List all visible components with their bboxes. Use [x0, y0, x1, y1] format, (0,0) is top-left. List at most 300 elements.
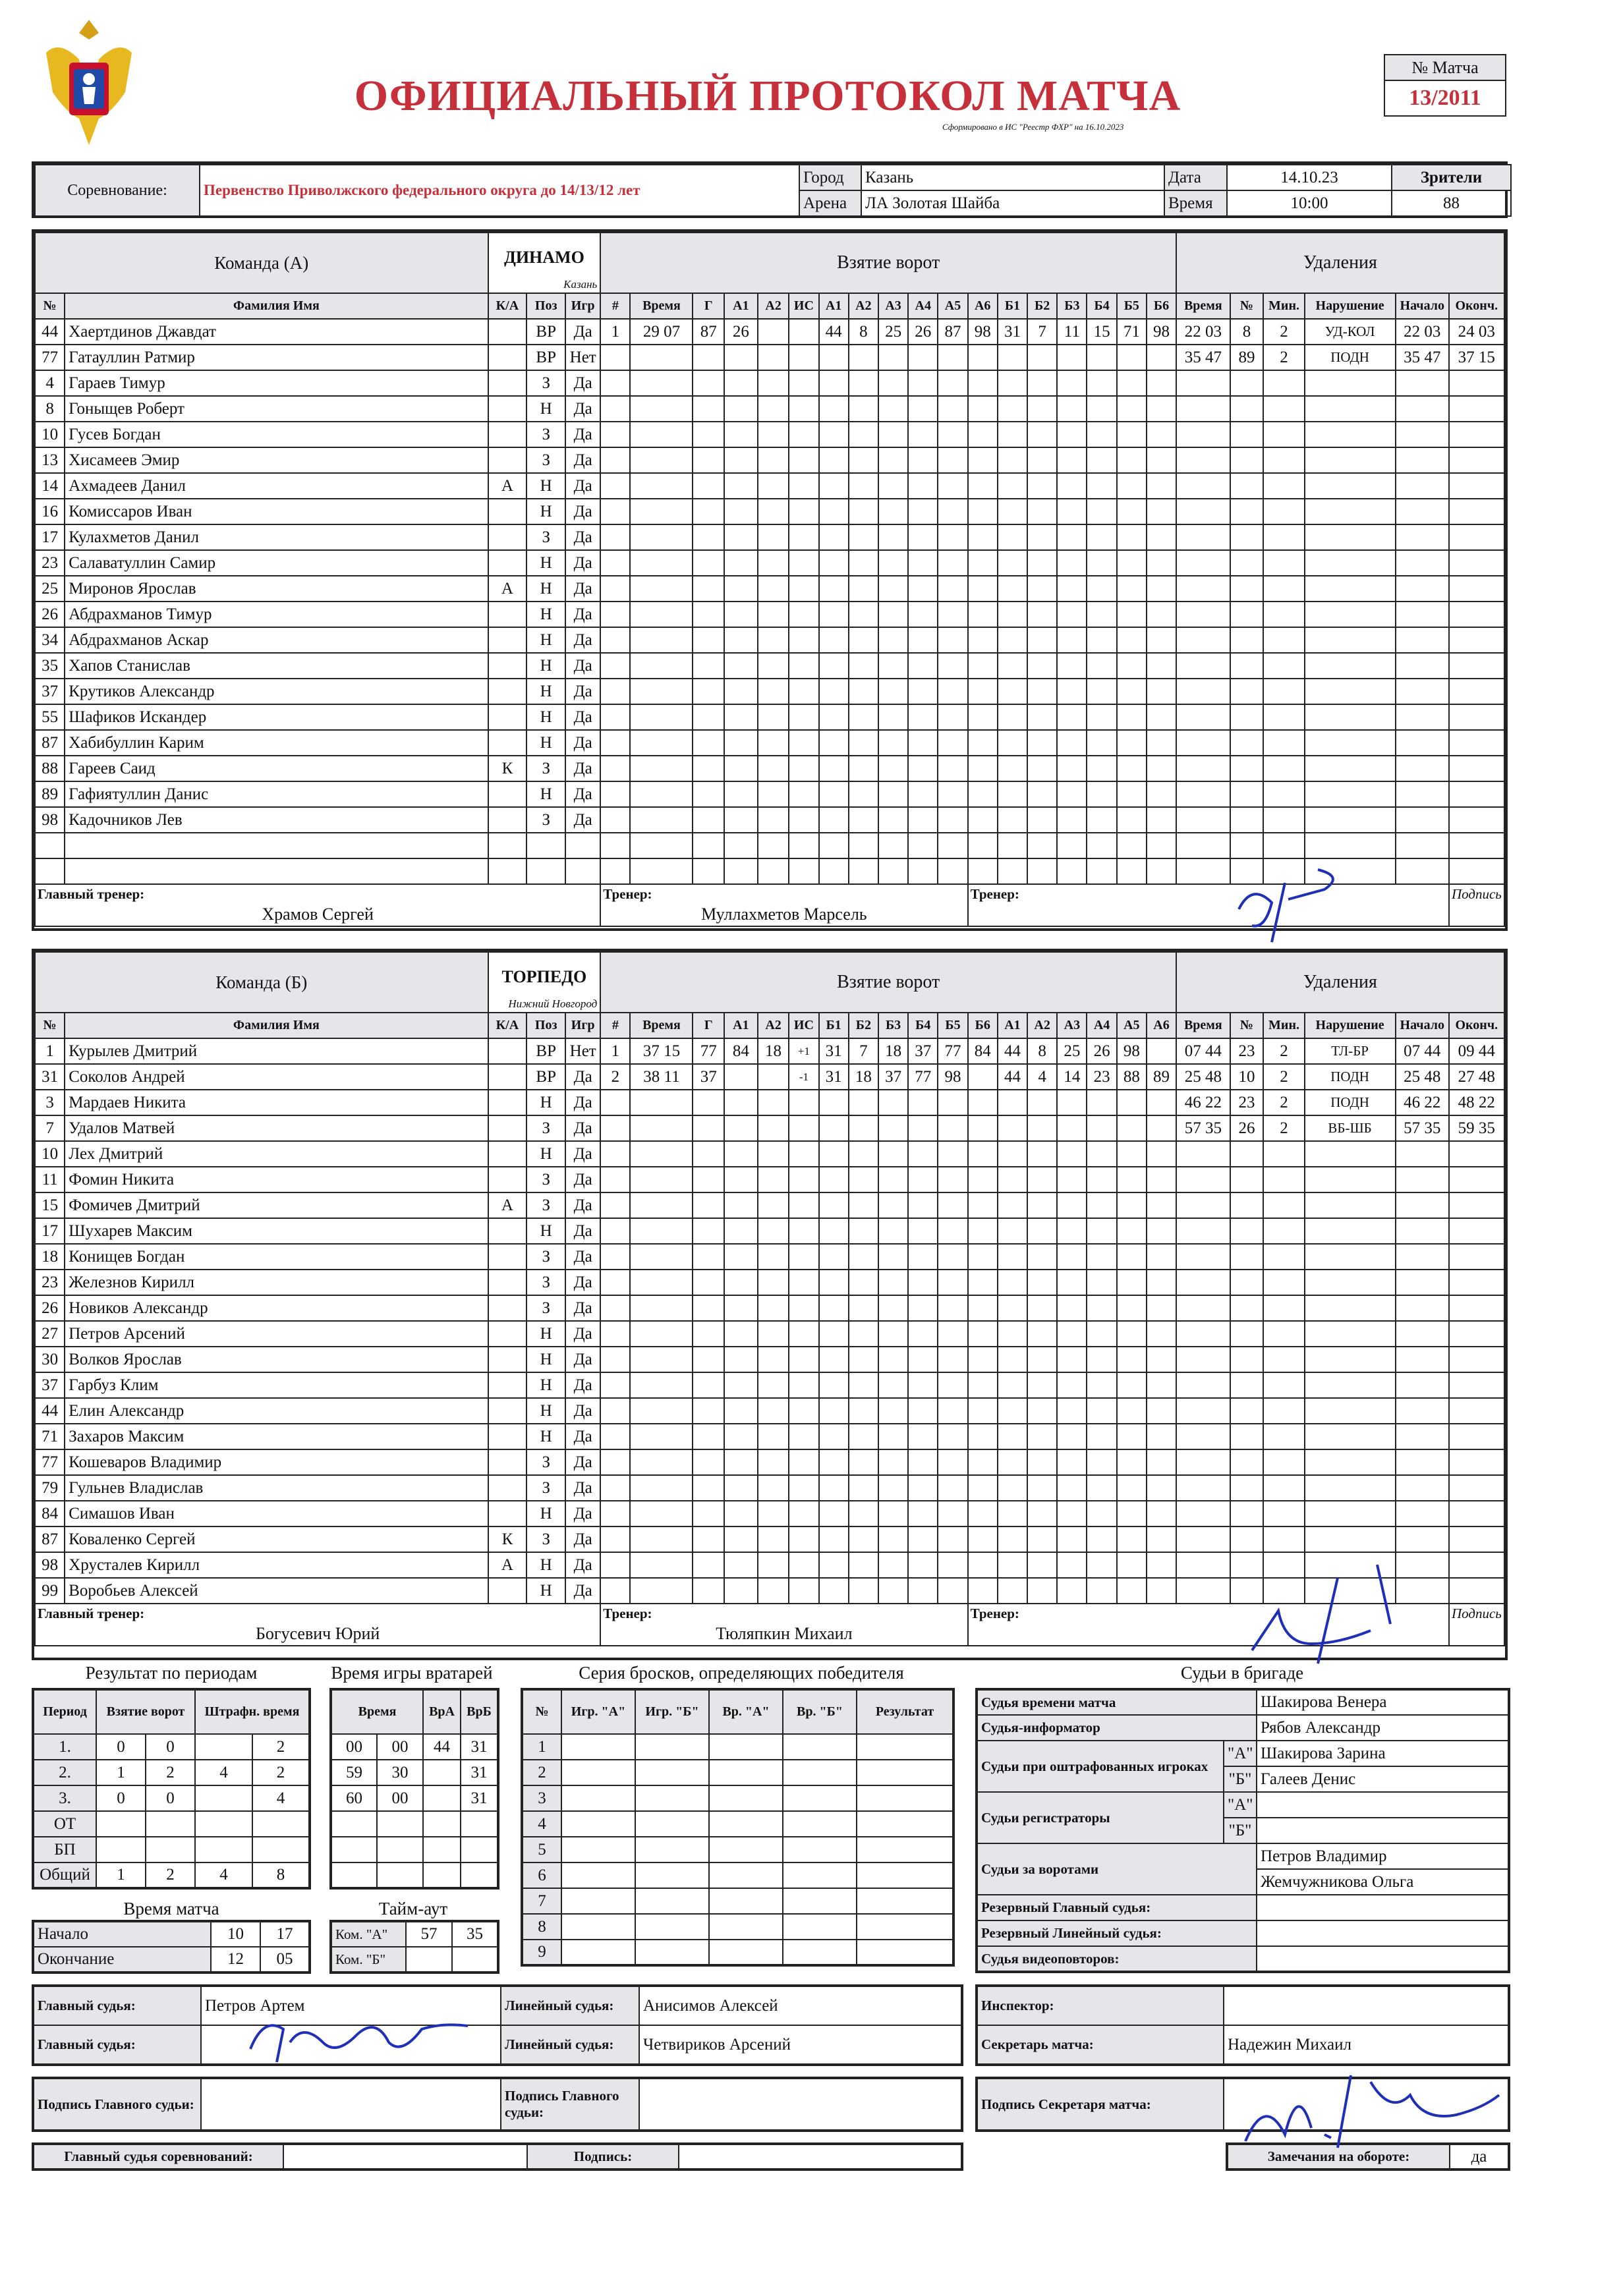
goal-line-b — [1027, 1167, 1057, 1192]
goal-line-b: 23 — [1087, 1064, 1116, 1090]
goal-line-b — [998, 602, 1027, 627]
goal-line-b — [1027, 422, 1057, 447]
goal-line-a — [938, 550, 967, 576]
penalty-no — [1230, 1449, 1264, 1475]
goal-line-b — [1147, 756, 1176, 781]
player-row — [35, 1398, 1504, 1424]
player-position: З — [526, 1475, 565, 1501]
penalty-violation — [1305, 1270, 1396, 1295]
goal-line-b — [1087, 1398, 1116, 1424]
goal-line-a — [908, 781, 938, 807]
penalty-start: 22 03 — [1396, 319, 1449, 345]
goal-line-b — [1057, 499, 1087, 524]
team_b-table — [34, 951, 1505, 1646]
player-captain-mark — [488, 396, 527, 422]
goal-n — [600, 345, 630, 370]
player-name: Гатауллин Ратмир — [65, 345, 488, 370]
goal-line-a — [878, 1347, 908, 1372]
goal-a2 — [758, 447, 789, 473]
player-played: Да — [565, 499, 600, 524]
player-played: Да — [565, 1244, 600, 1270]
penalty-start: 25 48 — [1396, 1064, 1449, 1090]
sig-head2 — [639, 2078, 962, 2131]
penalty-violation — [1305, 704, 1396, 730]
goal-n — [600, 627, 630, 653]
player-row — [35, 1064, 1504, 1090]
team_b-signature-cell — [1449, 1604, 1504, 1646]
goal-time — [630, 1141, 693, 1167]
goal-line-b — [1087, 781, 1116, 807]
goal-a1 — [724, 679, 758, 704]
goal-line-a — [908, 524, 938, 550]
shootout-cell — [783, 1785, 857, 1811]
player-captain-mark: А — [488, 576, 527, 602]
player-name: Захаров Максим — [65, 1424, 488, 1449]
goal-g — [693, 858, 724, 884]
goal-line-b: 88 — [1117, 1064, 1147, 1090]
goal-line-a — [878, 730, 908, 756]
player-row — [35, 1347, 1504, 1372]
goal-line-b — [1087, 858, 1116, 884]
goalie-b: 31 — [461, 1734, 498, 1760]
player-position: Н — [526, 1578, 565, 1604]
penalty-min: 2 — [1263, 1090, 1304, 1115]
player-position: З — [526, 1244, 565, 1270]
goal-n — [600, 1192, 630, 1218]
goal-is — [789, 1347, 818, 1372]
goal-line-a — [938, 1321, 967, 1347]
goal-n — [600, 1270, 630, 1295]
penalty-start — [1396, 704, 1449, 730]
player-captain-mark — [488, 1038, 527, 1064]
penalty-violation — [1305, 447, 1396, 473]
player-played: Да — [565, 1398, 600, 1424]
team_a-line-b-col: Б5 — [1117, 293, 1147, 319]
player-played: Да — [565, 1090, 600, 1115]
penalty-time — [1176, 1141, 1230, 1167]
player-captain-mark — [488, 1270, 527, 1295]
goal-line-b — [1027, 447, 1057, 473]
penalty-time: 22 03 — [1176, 319, 1230, 345]
goal-line-b — [1057, 627, 1087, 653]
goal-line-b — [1117, 1372, 1147, 1398]
goal-line-b — [1057, 473, 1087, 499]
team_a-col-pos: Поз — [526, 293, 565, 319]
goal-a1 — [724, 1475, 758, 1501]
goal-a1 — [724, 370, 758, 396]
goal-line-a — [819, 1347, 849, 1372]
goal-a1 — [724, 422, 758, 447]
ref-goal-2: Жемчужникова Ольга — [1257, 1869, 1509, 1895]
goal-is — [789, 781, 818, 807]
goal-g — [693, 447, 724, 473]
goal-n — [600, 1424, 630, 1449]
penalty-violation — [1305, 1526, 1396, 1552]
player-row — [35, 345, 1504, 370]
goal-line-b — [1087, 627, 1116, 653]
player-position: Н — [526, 1141, 565, 1167]
goal-line-a — [819, 1090, 849, 1115]
player-captain-mark — [488, 1141, 527, 1167]
shootout-cell — [709, 1837, 783, 1862]
goal-line-b — [1147, 1167, 1176, 1192]
penalty-end — [1449, 1218, 1504, 1244]
shootout-row — [522, 1760, 953, 1785]
goal-line-a — [849, 1347, 878, 1372]
goal-line-a — [938, 576, 967, 602]
penalty-time — [1176, 1321, 1230, 1347]
penalty-violation: ПОДН — [1305, 1064, 1396, 1090]
team_a-col-no: № — [35, 293, 65, 319]
goal-line-b — [1147, 550, 1176, 576]
goal-line-b — [1027, 1424, 1057, 1449]
goal-line-b — [1087, 1141, 1116, 1167]
player-row — [35, 550, 1504, 576]
goal-line-b — [1147, 447, 1176, 473]
goal-n — [600, 1526, 630, 1552]
goal-a1 — [724, 1526, 758, 1552]
goal-line-b — [1057, 704, 1087, 730]
player-name: Салаватуллин Самир — [65, 550, 488, 576]
city-value: Казань — [861, 165, 1164, 190]
penalty-violation: УД-КОЛ — [1305, 319, 1396, 345]
goal-a2 — [758, 524, 789, 550]
goal-line-b — [1087, 1424, 1116, 1449]
player-name: Гараев Тимур — [65, 370, 488, 396]
goal-time — [630, 1372, 693, 1398]
penalty-start — [1396, 524, 1449, 550]
goal-a1 — [724, 576, 758, 602]
goal-line-b — [1027, 653, 1057, 679]
goal-g — [693, 370, 724, 396]
goal-is — [789, 627, 818, 653]
timeout-b-s — [452, 1947, 498, 1973]
goal-line-b — [1057, 1141, 1087, 1167]
goal-line-b — [1087, 396, 1116, 422]
goal-a2 — [758, 1167, 789, 1192]
goal-line-b — [1057, 1295, 1087, 1321]
goal-line-a — [878, 396, 908, 422]
goal-a2 — [758, 550, 789, 576]
goal-line-a — [968, 1398, 998, 1424]
penalty-violation — [1305, 1475, 1396, 1501]
goal-line-a — [819, 550, 849, 576]
shootout-number: 3 — [522, 1785, 561, 1811]
match-start-h: 10 — [211, 1921, 260, 1947]
shootout-cell — [709, 1888, 783, 1914]
team_a-line-b-col: Б2 — [1027, 293, 1057, 319]
date-label: Дата — [1164, 165, 1227, 190]
goal-line-a — [849, 1218, 878, 1244]
goalie-b — [461, 1811, 498, 1837]
goal-line-b — [1027, 807, 1057, 833]
goal-line-a — [938, 653, 967, 679]
goal-is — [789, 1398, 818, 1424]
goal-line-b — [998, 1347, 1027, 1372]
penalty-end — [1449, 550, 1504, 576]
secretary-label: Секретарь матча: — [977, 2025, 1224, 2065]
goal-n — [600, 1244, 630, 1270]
player-played: Да — [565, 1347, 600, 1372]
inspector-label: Инспектор: — [977, 1986, 1224, 2025]
penalty-start: 46 22 — [1396, 1090, 1449, 1115]
goal-line-b — [1087, 576, 1116, 602]
penalty-end: 37 15 — [1449, 345, 1504, 370]
penalty-min — [1263, 1372, 1304, 1398]
penalty-violation — [1305, 524, 1396, 550]
goal-is — [789, 422, 818, 447]
goal-n: 2 — [600, 1064, 630, 1090]
goal-line-b — [1087, 1347, 1116, 1372]
goal-line-a — [968, 1064, 998, 1090]
goal-time — [630, 627, 693, 653]
penalty-min — [1263, 447, 1304, 473]
goal-line-b — [1027, 524, 1057, 550]
goal-a1 — [724, 653, 758, 679]
player-captain-mark — [488, 1115, 527, 1141]
goal-line-a — [908, 1167, 938, 1192]
shootout-number: 6 — [522, 1862, 561, 1888]
team_b-line-b-col: А2 — [1027, 1013, 1057, 1038]
goal-line-b — [998, 1167, 1027, 1192]
penalty-end — [1449, 1167, 1504, 1192]
goal-line-b — [1057, 1449, 1087, 1475]
goal-line-b — [1117, 1501, 1147, 1526]
goal-n — [600, 1501, 630, 1526]
goal-time — [630, 1321, 693, 1347]
team_b-line-b-col: А3 — [1057, 1013, 1087, 1038]
ref-reg-b-tag: "Б" — [1224, 1818, 1257, 1843]
goal-line-a — [878, 833, 908, 858]
goal-line-a — [819, 370, 849, 396]
goal-g — [693, 1192, 724, 1218]
penalty-time — [1176, 1526, 1230, 1552]
goal-line-a — [878, 1244, 908, 1270]
team_a-goal-col: Время — [630, 293, 693, 319]
goal-line-b — [1087, 1475, 1116, 1501]
goal-line-b — [1027, 1526, 1057, 1552]
team_b-pen-col: Нарушение — [1305, 1013, 1396, 1038]
player-name: Петров Арсений — [65, 1321, 488, 1347]
goal-n — [600, 1167, 630, 1192]
penalty-end: 09 44 — [1449, 1038, 1504, 1064]
goal-time — [630, 1501, 693, 1526]
player-captain-mark — [488, 1218, 527, 1244]
goal-line-b — [1087, 1218, 1116, 1244]
player-name: Хаертдинов Джавдат — [65, 319, 488, 345]
penalty-min — [1263, 422, 1304, 447]
line-ref2-label: Линейный судья: — [501, 2025, 639, 2065]
player-number: 25 — [35, 576, 65, 602]
team_a-coach: Муллахметов Марсель — [701, 905, 867, 924]
goal-a1 — [724, 1244, 758, 1270]
penalty-time — [1176, 730, 1230, 756]
goal-g — [693, 524, 724, 550]
goal-line-a — [968, 781, 998, 807]
goal-line-b — [1147, 422, 1176, 447]
goal-line-a — [908, 1244, 938, 1270]
goal-g: 77 — [693, 1038, 724, 1064]
team_b-line-a-col: Б1 — [819, 1013, 849, 1038]
team_b-goal-col: ИС — [789, 1013, 818, 1038]
goal-line-b — [1147, 807, 1176, 833]
player-name: Хапов Станислав — [65, 653, 488, 679]
goal-line-a — [849, 1552, 878, 1578]
player-position: Н — [526, 1372, 565, 1398]
ref-reg-label: Судьи регистраторы — [977, 1792, 1224, 1843]
goal-line-b: 7 — [1027, 319, 1057, 345]
goal-line-b — [1027, 1347, 1057, 1372]
goal-a2: 18 — [758, 1038, 789, 1064]
team_a-city: Казань — [563, 278, 598, 291]
goal-line-a — [878, 1090, 908, 1115]
player-position: Н — [526, 653, 565, 679]
team_b-line-b-col: А4 — [1087, 1013, 1116, 1038]
goal-a2 — [758, 345, 789, 370]
goal-line-a — [968, 1321, 998, 1347]
period-name: ОТ — [33, 1811, 96, 1837]
match-end-m: 05 — [260, 1947, 310, 1973]
goal-g — [693, 473, 724, 499]
goal-line-b — [1117, 1295, 1147, 1321]
player-played: Да — [565, 807, 600, 833]
goal-line-b — [998, 1475, 1027, 1501]
team_b-name-cell — [488, 952, 601, 1013]
time-label: Время — [1164, 190, 1227, 216]
player-played: Да — [565, 730, 600, 756]
goal-time — [630, 704, 693, 730]
goal-line-b — [1117, 473, 1147, 499]
goalie-m: 60 — [331, 1785, 377, 1811]
goal-line-a — [908, 807, 938, 833]
goal-line-a — [849, 370, 878, 396]
penalty-time — [1176, 1424, 1230, 1449]
goal-line-b — [1057, 370, 1087, 396]
goal-line-b — [1057, 1218, 1087, 1244]
period-pb — [252, 1837, 310, 1862]
player-number: 10 — [35, 422, 65, 447]
goal-line-b — [1057, 345, 1087, 370]
goal-line-a — [908, 1501, 938, 1526]
goal-a2 — [758, 1192, 789, 1218]
goal-a2 — [758, 473, 789, 499]
player-position: Н — [526, 1398, 565, 1424]
penalty-end — [1449, 473, 1504, 499]
penalty-end — [1449, 1270, 1504, 1295]
team_b-head-coach-label: Главный тренер: — [38, 1606, 145, 1621]
goal-a2 — [758, 833, 789, 858]
line-ref1: Анисимов Алексей — [639, 1986, 962, 2025]
goal-line-a — [938, 1475, 967, 1501]
player-row — [35, 576, 1504, 602]
goal-time — [630, 602, 693, 627]
goal-line-a — [849, 1321, 878, 1347]
secretary: Надежин Михаил — [1224, 2025, 1509, 2065]
penalty-end: 59 35 — [1449, 1115, 1504, 1141]
penalty-min — [1263, 781, 1304, 807]
penalty-start — [1396, 1449, 1449, 1475]
goal-line-a — [849, 1449, 878, 1475]
player-row — [35, 1167, 1504, 1192]
goal-line-a — [908, 1475, 938, 1501]
penalty-no — [1230, 1424, 1264, 1449]
team_a-line-a-col: А5 — [938, 293, 967, 319]
penalty-start — [1396, 447, 1449, 473]
penalty-no — [1230, 1295, 1264, 1321]
player-position: Н — [526, 627, 565, 653]
player-position: Н — [526, 499, 565, 524]
goal-line-b — [1027, 679, 1057, 704]
team_a-goal-col: А2 — [758, 293, 789, 319]
goal-is — [789, 1372, 818, 1398]
ref-reserve-line — [1257, 1920, 1509, 1946]
player-position: З — [526, 1192, 565, 1218]
ref-penalty-a-tag: "А" — [1224, 1741, 1257, 1766]
team_b-line-a-col: Б5 — [938, 1013, 967, 1038]
goal-n — [600, 704, 630, 730]
penalty-no — [1230, 1321, 1264, 1347]
goal-line-a — [968, 602, 998, 627]
penalty-violation — [1305, 550, 1396, 576]
player-number: 71 — [35, 1424, 65, 1449]
player-played: Да — [565, 1449, 600, 1475]
goal-line-b — [1087, 370, 1116, 396]
goal-line-a — [878, 679, 908, 704]
goal-line-b — [998, 345, 1027, 370]
penalty-no — [1230, 1218, 1264, 1244]
match-start-m: 17 — [260, 1921, 310, 1947]
goal-time — [630, 1424, 693, 1449]
shootout-title: Серия бросков, определяющих победителя — [579, 1663, 904, 1683]
player-row — [35, 756, 1504, 781]
goal-line-b — [1027, 781, 1057, 807]
goal-line-a — [819, 1321, 849, 1347]
player-captain-mark — [488, 524, 527, 550]
team_b-goals-title: Взятие ворот — [600, 952, 1176, 1013]
team_b-coach-cell — [600, 1604, 967, 1646]
goalie-m: 59 — [331, 1760, 377, 1785]
player-played — [565, 858, 600, 884]
goal-line-b — [1027, 1090, 1057, 1115]
goal-is — [789, 1578, 818, 1604]
goal-line-a — [878, 1167, 908, 1192]
goal-line-a — [908, 422, 938, 447]
goal-line-a — [938, 1398, 967, 1424]
period-gb: 2 — [146, 1862, 195, 1888]
player-played: Да — [565, 1192, 600, 1218]
player-row — [35, 704, 1504, 730]
ref-penalty-b: Галеев Денис — [1257, 1766, 1509, 1792]
penalty-time — [1176, 1270, 1230, 1295]
goal-n — [600, 602, 630, 627]
goal-line-a — [819, 756, 849, 781]
goal-line-b — [1147, 858, 1176, 884]
goal-line-a — [908, 704, 938, 730]
goal-line-a — [908, 1552, 938, 1578]
player-name: Гарбуз Клим — [65, 1372, 488, 1398]
goal-a2 — [758, 499, 789, 524]
goalie-a — [423, 1760, 461, 1785]
goal-g — [693, 704, 724, 730]
goal-line-b — [1117, 807, 1147, 833]
penalty-time — [1176, 1372, 1230, 1398]
penalty-no — [1230, 730, 1264, 756]
penalty-end — [1449, 807, 1504, 833]
goal-line-a — [938, 1167, 967, 1192]
penalty-time: 07 44 — [1176, 1038, 1230, 1064]
goal-line-a — [878, 653, 908, 679]
goal-line-a — [878, 1501, 908, 1526]
